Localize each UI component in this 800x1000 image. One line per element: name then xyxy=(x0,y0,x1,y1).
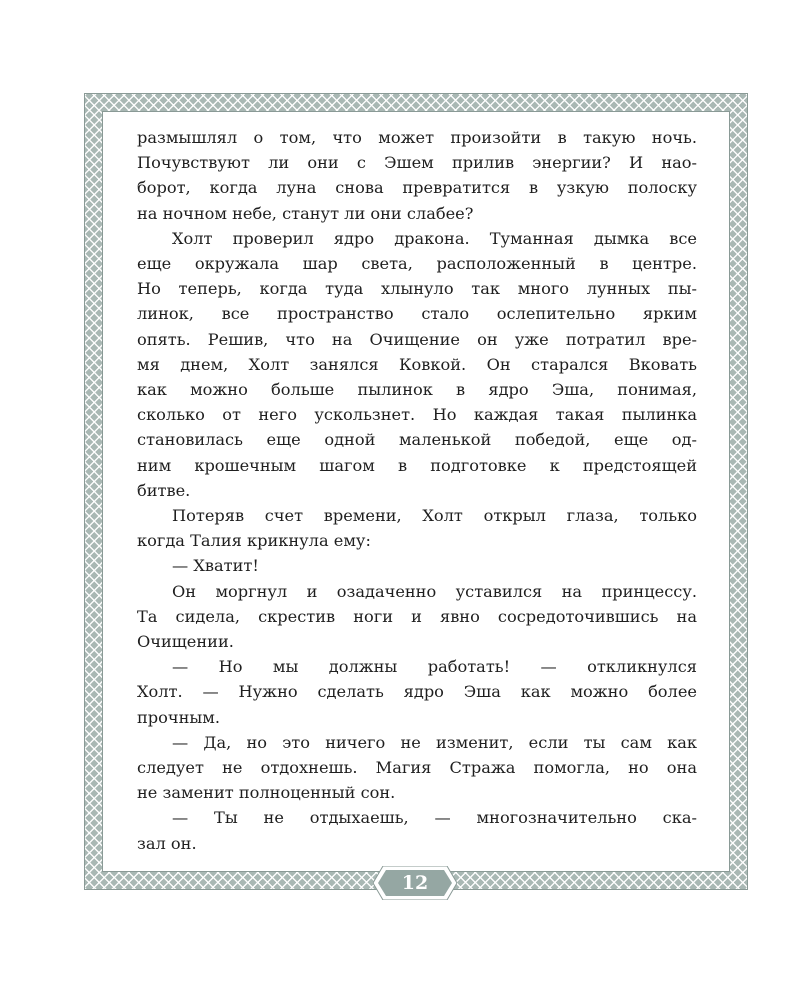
text-line: ним крошечным шагом в подготовке к предстоящей xyxy=(137,455,697,475)
body-text xyxy=(137,125,697,856)
text-line: Холт. — Нужно сделать ядро Эша как можно более xyxy=(137,682,697,702)
text-line: Почувствуют ли они с Эшем прилив энергии? И нао- xyxy=(137,153,697,173)
text-line: зал он. xyxy=(137,833,197,853)
text-line: линок, все пространство стало ослепительно ярким xyxy=(137,304,697,324)
page-number-badge xyxy=(373,866,457,900)
text-line: — Но мы должны работать! — откликнулся xyxy=(172,657,697,677)
paragraph-2 xyxy=(137,226,697,503)
text-line: размышлял о том, что может произойти в такую ночь. xyxy=(137,128,697,147)
page-number: 12 xyxy=(401,872,429,894)
text-line: Он моргнул и озадаченно уставился на принцессу. xyxy=(172,581,697,601)
text-line: — Хватит! xyxy=(172,556,259,576)
text-line: еще окружала шар света, расположенный в центре. xyxy=(137,254,697,274)
text-line: — Да, но это ничего не изменит, если ты сам как xyxy=(172,732,697,752)
text-line: как можно больше пылинок в ядро Эша, понимая, xyxy=(137,380,697,400)
text-line: Та сидела, скрестив ноги и явно сосредоточившись на xyxy=(137,606,697,626)
text-line: на ночном небе, станут ли они слабее? xyxy=(137,203,474,223)
paragraph-5 xyxy=(137,579,697,655)
paragraph-7 xyxy=(137,730,697,806)
text-line: борот, когда луна снова превратится в узкую полоску xyxy=(137,178,697,198)
text-line: следует не отдохнешь. Магия Стража помогла, но она xyxy=(137,758,697,778)
paragraph-8 xyxy=(137,805,697,855)
text-line: становилась еще одной маленькой победой, еще од- xyxy=(137,430,697,450)
text-line: Очищении. xyxy=(137,632,234,652)
text-line: Холт проверил ядро дракона. Туманная дымка все xyxy=(172,228,697,248)
text-line: Потеряв счет времени, Холт открыл глаза, только xyxy=(172,506,697,526)
text-line: — Ты не отдыхаешь, — многозначительно ска- xyxy=(172,808,697,828)
paragraph-6 xyxy=(137,654,697,730)
text-line: мя днем, Холт занялся Ковкой. Он старался Вковать xyxy=(137,354,697,374)
text-line: прочным. xyxy=(137,707,221,727)
text-line: Но теперь, когда туда хлынуло так много лунных пы- xyxy=(137,279,697,299)
text-line: сколько от него ускользнет. Но каждая такая пылинка xyxy=(137,405,697,425)
text-line: когда Талия крикнула ему: xyxy=(137,531,371,551)
text-line: битве. xyxy=(137,480,191,500)
text-line: опять. Решив, что на Очищение он уже потратил вре- xyxy=(137,329,697,349)
paragraph-4 xyxy=(137,553,697,578)
paragraph-1 xyxy=(137,125,697,226)
text-line: не заменит полноценный сон. xyxy=(137,783,396,803)
paragraph-3 xyxy=(137,503,697,553)
